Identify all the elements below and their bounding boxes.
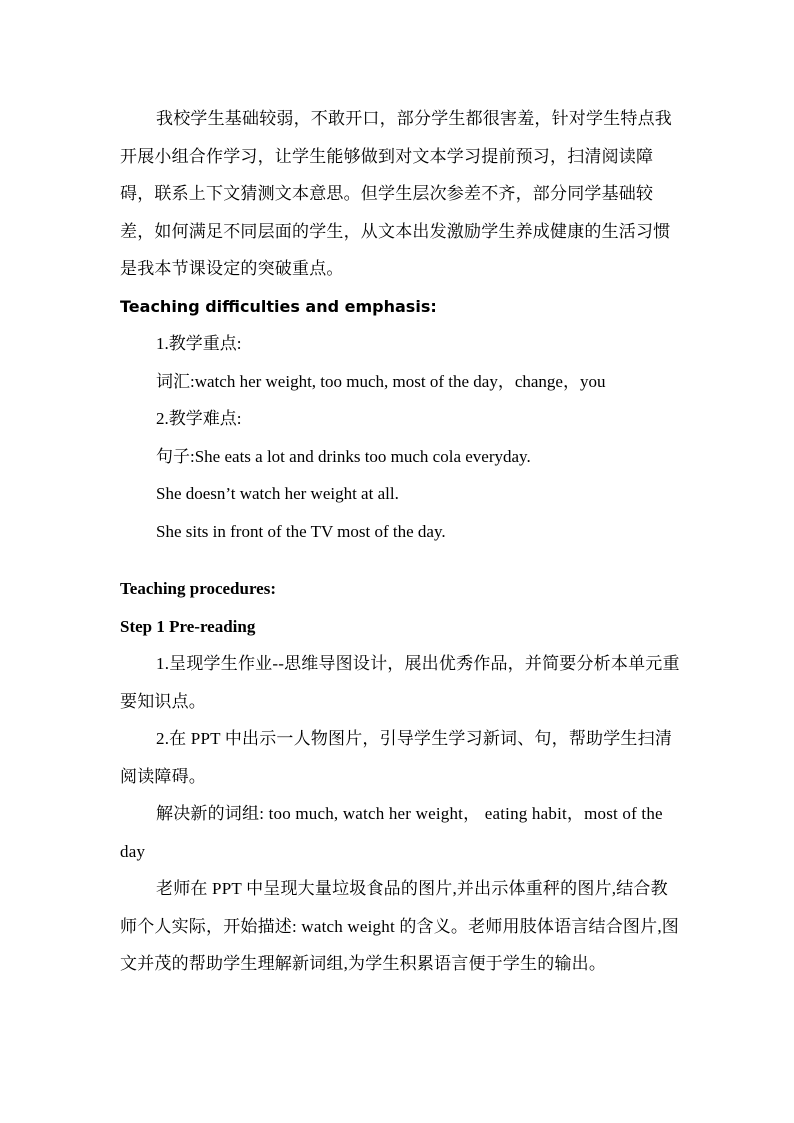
- step1-phrases: 解决新的词组: too much, watch her weight， eating habit，most of the day: [120, 804, 663, 861]
- step1-heading: Step 1 Pre-reading: [120, 616, 256, 636]
- difficulty-label: 2.教学难点:: [156, 409, 242, 428]
- difficulty-sentence-3: She sits in front of the TV most of the day.: [156, 521, 446, 541]
- document-page: [120, 100, 680, 983]
- step1-teacher-activity: 老师在 PPT 中呈现大量垃圾食品的图片,并出示体重秤的图片,结合教师个人实际，开始描述: watch weight 的含义。老师用肢体语言结合图片,图文并茂的帮助学生理解新词组,为学生积累语言便于学生的输出。: [120, 879, 679, 973]
- step1-point-2: 2.在 PPT 中出示一人物图片，引导学生学习新词、句，帮助学生扫清阅读障碍。: [120, 729, 673, 786]
- difficulty-sentence-1: 句子:She eats a lot and drinks too much cola everyday.: [156, 446, 531, 466]
- difficulties-heading: Teaching difficulties and emphasis:: [120, 296, 437, 316]
- intro-paragraph: 我校学生基础较弱，不敢开口，部分学生都很害羞，针对学生特点我开展小组合作学习，让学生能够做到对文本学习提前预习，扫清阅读障碍，联系上下文猜测文本意思。但学生层次参差不齐，部分同学基础较差，如何满足不同层面的学生，从文本出发激励学生养成健康的生活习惯是我本节课设定的突破重点。: [120, 109, 672, 278]
- section-spacer: [120, 550, 680, 570]
- emphasis-label: 1.教学重点:: [156, 334, 242, 353]
- step1-point-1: 1.呈现学生作业--思维导图设计，展出优秀作品，并简要分析本单元重要知识点。: [120, 654, 680, 711]
- procedures-heading: Teaching procedures:: [120, 579, 277, 598]
- difficulty-sentence-2: She doesn’t watch her weight at all.: [156, 484, 399, 503]
- emphasis-vocabulary: 词汇:watch her weight, too much, most of the day，change，you: [156, 371, 606, 391]
